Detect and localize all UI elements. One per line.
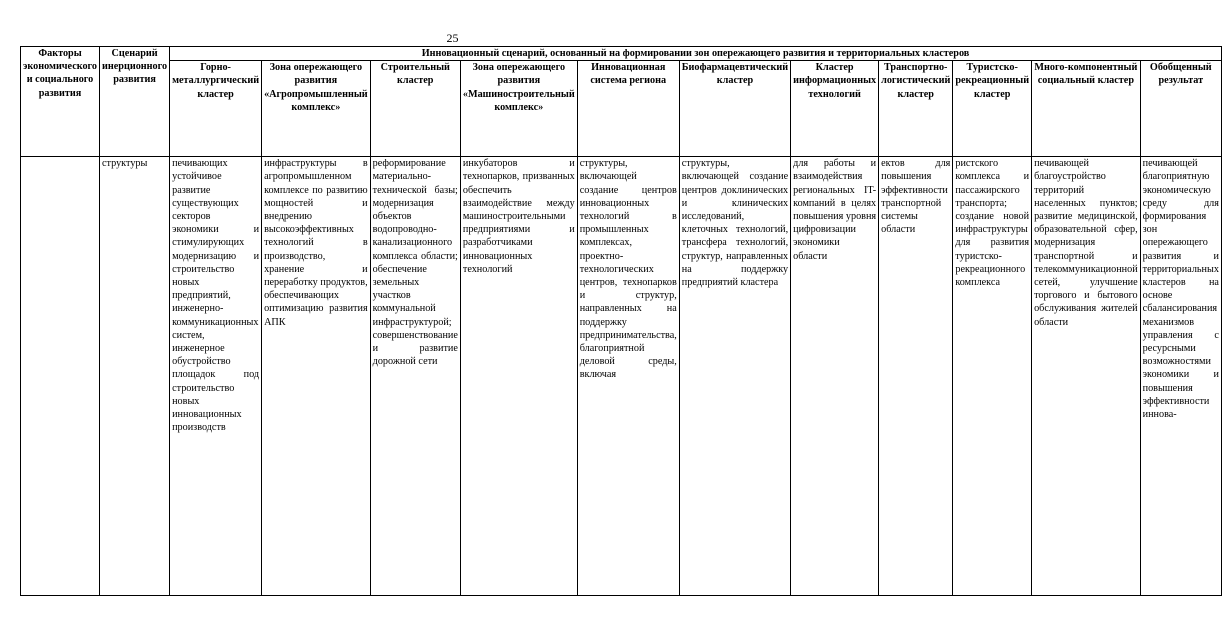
cell-tourism-cluster-text: ристского комплекса и пассажирского транспорта; создание новой инфраструктуры для развития туристско-рекреационного комплекса xyxy=(955,158,1030,289)
header-biopharma-cluster-label: Биофармацевтический кластер xyxy=(681,62,789,87)
cell-summary-result-text: печивающей благоприятную экономическую среду для формирования зон опережающего развития и территориальных кластеров на основе сбалансирования механизмов управления с ресурсными возможностями экономики и повышения эффективности иннова- xyxy=(1142,158,1219,421)
table-row xyxy=(21,157,1222,596)
cell-biopharma-cluster-text: структуры, включающей создание центров доклинических и клинических исследований, клеточных технологий, трансфера технологий, структур, направленных на поддержку предприятий кластера xyxy=(681,158,789,289)
cell-agro-zone xyxy=(262,157,371,596)
cell-transport-cluster xyxy=(879,157,953,596)
header-innovation-system xyxy=(577,61,679,157)
cell-summary-result xyxy=(1140,157,1221,596)
header-summary-result-label: Обобщенный результат xyxy=(1149,62,1212,87)
header-biopharma-cluster xyxy=(679,61,790,157)
header-agro-zone-label: Зона опережающего развития «Агропромышленный комплекс» xyxy=(264,62,368,113)
header-inertial xyxy=(100,47,170,157)
scenario-table xyxy=(20,46,1222,596)
header-innovation-group xyxy=(170,47,1222,61)
header-it-cluster xyxy=(791,61,879,157)
header-innovation-group-label: Инновационный сценарий, основанный на формировании зон опережающего развития и территориальных кластеров xyxy=(421,48,970,59)
header-factors-label: Факторы экономического и социального развития xyxy=(23,48,98,99)
header-transport-cluster xyxy=(879,61,953,157)
cell-innovation-system xyxy=(577,157,679,596)
header-tourism-cluster xyxy=(953,61,1032,157)
cell-machinery-zone-text: инкубаторов и технопарков, призванных обеспечить взаимодействие между машиностроительными предприятиями и разработчиками инновационных технологий xyxy=(462,158,575,275)
header-mining-cluster xyxy=(170,61,262,157)
cell-mining-cluster xyxy=(170,157,262,596)
cell-tourism-cluster xyxy=(953,157,1032,596)
header-machinery-zone xyxy=(460,61,577,157)
header-summary-result xyxy=(1140,61,1221,157)
header-factors xyxy=(21,47,100,157)
cell-mining-cluster-text: печивающих устойчивое развитие существующих секторов экономики и стимулирующих модернизацию и строительство новых предприятий, инженерно-коммуникационных систем, инженерное обустройство площадок под строительство новых инновационных производств xyxy=(172,158,260,434)
header-social-cluster-label: Много-компонентный социальный кластер xyxy=(1034,62,1138,87)
cell-innovation-system-text: структуры, включающей создание центров инновационных технологий в промышленных комплексах, проектно-технологических центров, технопарков и структур, направленных на поддержку предпринимательства, благоприятной деловой среды, включая xyxy=(579,158,677,381)
header-innovation-system-label: Инновационная система региона xyxy=(590,62,667,87)
cell-factors xyxy=(21,157,100,596)
header-row-sub xyxy=(21,61,1222,157)
page-number: 25 xyxy=(446,31,459,45)
header-mining-cluster-label: Горно-металлургический кластер xyxy=(172,62,260,100)
cell-machinery-zone xyxy=(460,157,577,596)
cell-inertial xyxy=(100,157,170,596)
header-tourism-cluster-label: Туристско-рекреационный кластер xyxy=(955,62,1030,100)
header-row-top xyxy=(21,47,1222,61)
header-social-cluster xyxy=(1032,61,1141,157)
cell-social-cluster xyxy=(1032,157,1141,596)
cell-inertial-text: структуры xyxy=(102,158,148,170)
cell-social-cluster-text: печивающей благоустройство территорий населенных пунктов; развитие медицинской, образовательной сфер, модернизация транспортной и телекоммуникационной сетей, улучшение торгового и бытового обслуживания жителей области xyxy=(1034,158,1138,328)
cell-biopharma-cluster xyxy=(679,157,790,596)
cell-transport-cluster-text: ектов для повышения эффективности транспортной системы области xyxy=(881,158,951,236)
header-agro-zone xyxy=(262,61,371,157)
header-inertial-label: Сценарий инерционного развития xyxy=(102,48,168,86)
cell-it-cluster-text: для работы и взаимодействия региональных IT-компаний в целях повышения уровня цифровизации экономики области xyxy=(793,158,877,262)
header-transport-cluster-label: Транспортно-логистический кластер xyxy=(881,62,951,100)
cell-it-cluster xyxy=(791,157,879,596)
cell-construction-cluster-text: реформирование материально-технической базы; модернизация объектов водопроводно-канализационного комплекса области; обеспечение земельных участков коммунальной инфраструктурой; совершенствование и развитие дорожной сети xyxy=(372,158,458,368)
cell-agro-zone-text: инфраструктуры в агропромышленном комплексе по развитию мощностей и внедрению высокоэффективных технологий в производство, хранение и переработку продуктов, обеспечивающих оптимизацию развития АПК xyxy=(264,158,368,328)
header-construction-cluster xyxy=(370,61,460,157)
header-construction-cluster-label: Строительный кластер xyxy=(380,62,450,87)
header-it-cluster-label: Кластер информационных технологий xyxy=(793,62,877,100)
header-machinery-zone-label: Зона опережающего развития «Машиностроительный комплекс» xyxy=(462,62,575,113)
cell-construction-cluster xyxy=(370,157,460,596)
